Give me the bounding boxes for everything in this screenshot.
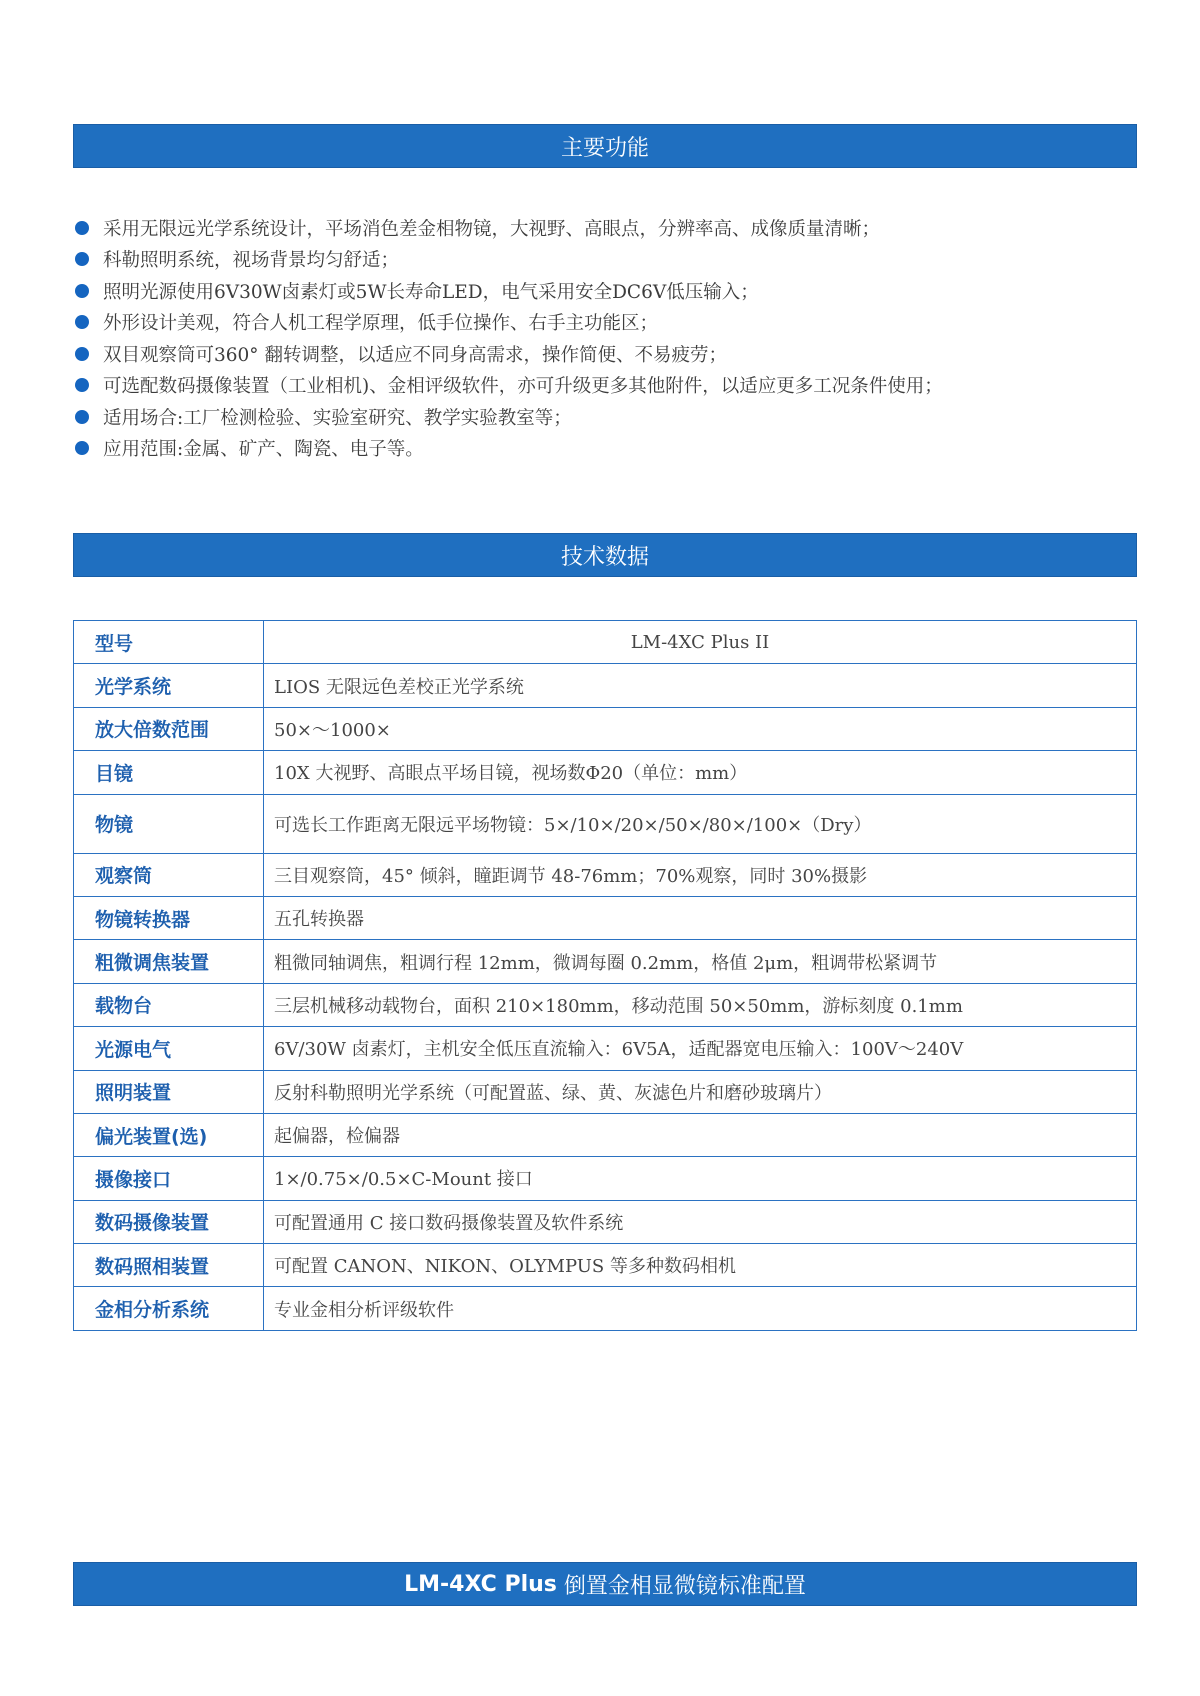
table-row (74, 707, 1137, 750)
list-item (73, 338, 1137, 370)
bullet-icon (75, 347, 89, 361)
feature-list (73, 212, 1137, 464)
spec-value: 可选长工作距离无限远平场物镜：5×/10×/20×/50×/80×/100×（Dry） (264, 794, 1137, 853)
section-title: 技术数据 (560, 544, 649, 570)
spec-label: 数码照相装置 (74, 1244, 264, 1287)
spec-label: 金相分析系统 (74, 1287, 264, 1330)
bullet-icon (75, 410, 89, 424)
table-row (74, 664, 1137, 707)
spec-value: 粗微同轴调焦，粗调行程 12mm，微调每圈 0.2mm，格值 2μm，粗调带松紧调节 (264, 940, 1137, 983)
section-header-specs (73, 533, 1137, 577)
list-item (73, 370, 1137, 402)
spec-label: 放大倍数范围 (74, 707, 264, 750)
bullet-icon (75, 284, 89, 298)
table-row (74, 1113, 1137, 1156)
spec-label: 数码摄像装置 (74, 1200, 264, 1243)
table-row (74, 621, 1137, 664)
table-row (74, 1200, 1137, 1243)
table-row (74, 1027, 1137, 1070)
table-row (74, 853, 1137, 896)
spec-value: 起偏器，检偏器 (264, 1113, 1137, 1156)
spec-label: 照明装置 (74, 1070, 264, 1113)
section-header-config (73, 1562, 1137, 1606)
spec-value: 1×/0.75×/0.5×C-Mount 接口 (264, 1157, 1137, 1200)
feature-text: 照明光源使用6V30W卤素灯或5W长寿命LED，电气采用安全DC6V低压输入； (103, 281, 759, 303)
spec-table (73, 620, 1137, 1331)
section-title: 主要功能 (560, 135, 649, 161)
spec-label: 目镜 (74, 751, 264, 794)
list-item (73, 307, 1137, 339)
table-row (74, 1244, 1137, 1287)
table-row (74, 983, 1137, 1026)
bullet-icon (75, 378, 89, 392)
spec-label: 观察筒 (74, 853, 264, 896)
config-title-text: 倒置金相显微镜标准配置 (556, 1573, 806, 1599)
list-item (73, 244, 1137, 276)
spec-label: 物镜转换器 (74, 896, 264, 939)
list-item (73, 401, 1137, 433)
spec-label: 物镜 (74, 794, 264, 853)
feature-text: 双目观察筒可360° 翻转调整，以适应不同身高需求，操作简便、不易疲劳； (103, 344, 727, 366)
feature-text: 应用范围:金属、矿产、陶瓷、电子等。 (103, 439, 424, 461)
feature-text: 采用无限远光学系统设计，平场消色差金相物镜，大视野、高眼点，分辨率高、成像质量清晰； (103, 218, 881, 240)
spec-value: 可配置通用 C 接口数码摄像装置及软件系统 (264, 1200, 1137, 1243)
config-title-model: LM-4XC Plus (404, 1571, 557, 1597)
spec-value: 10X 大视野、高眼点平场目镜，视场数Φ20（单位：mm） (264, 751, 1137, 794)
list-item (73, 212, 1137, 244)
spec-label: 摄像接口 (74, 1157, 264, 1200)
table-row (74, 1287, 1137, 1330)
spec-value: 反射科勒照明光学系统（可配置蓝、绿、黄、灰滤色片和磨砂玻璃片） (264, 1070, 1137, 1113)
feature-text: 可选配数码摄像装置（工业相机)、金相评级软件，亦可升级更多其他附件，以适应更多工况条件使用； (103, 376, 943, 398)
table-row (74, 940, 1137, 983)
spec-label: 光学系统 (74, 664, 264, 707)
table-row (74, 1070, 1137, 1113)
section-header-features (73, 124, 1137, 168)
list-item (73, 433, 1137, 465)
feature-text: 适用场合:工厂检测检验、实验室研究、教学实验教室等； (103, 407, 572, 429)
spec-value: 50×～1000× (264, 707, 1137, 750)
table-row (74, 751, 1137, 794)
spec-value: 可配置 CANON、NIKON、OLYMPUS 等多种数码相机 (264, 1244, 1137, 1287)
spec-value: 6V/30W 卤素灯，主机安全低压直流输入：6V5A，适配器宽电压输入：100V～240V (264, 1027, 1137, 1070)
bullet-icon (75, 221, 89, 235)
spec-value: 专业金相分析评级软件 (264, 1287, 1137, 1330)
spec-label: 偏光装置(选) (74, 1113, 264, 1156)
feature-text: 科勒照明系统，视场背景均匀舒适； (103, 250, 400, 272)
spec-value: 五孔转换器 (264, 896, 1137, 939)
spec-label: 粗微调焦装置 (74, 940, 264, 983)
list-item (73, 275, 1137, 307)
spec-value: LM-4XC Plus II (264, 621, 1137, 664)
table-row (74, 794, 1137, 853)
table-row (74, 896, 1137, 939)
feature-text: 外形设计美观，符合人机工程学原理，低手位操作、右手主功能区； (103, 313, 659, 335)
spec-label: 载物台 (74, 983, 264, 1026)
spec-value: LIOS 无限远色差校正光学系统 (264, 664, 1137, 707)
table-row (74, 1157, 1137, 1200)
bullet-icon (75, 315, 89, 329)
bullet-icon (75, 252, 89, 266)
bullet-icon (75, 441, 89, 455)
spec-label: 型号 (74, 621, 264, 664)
spec-label: 光源电气 (74, 1027, 264, 1070)
spec-value: 三层机械移动载物台，面积 210×180mm，移动范围 50×50mm，游标刻度 0.1mm (264, 983, 1137, 1026)
spec-value: 三目观察筒，45° 倾斜，瞳距调节 48-76mm；70%观察，同时 30%摄影 (264, 853, 1137, 896)
